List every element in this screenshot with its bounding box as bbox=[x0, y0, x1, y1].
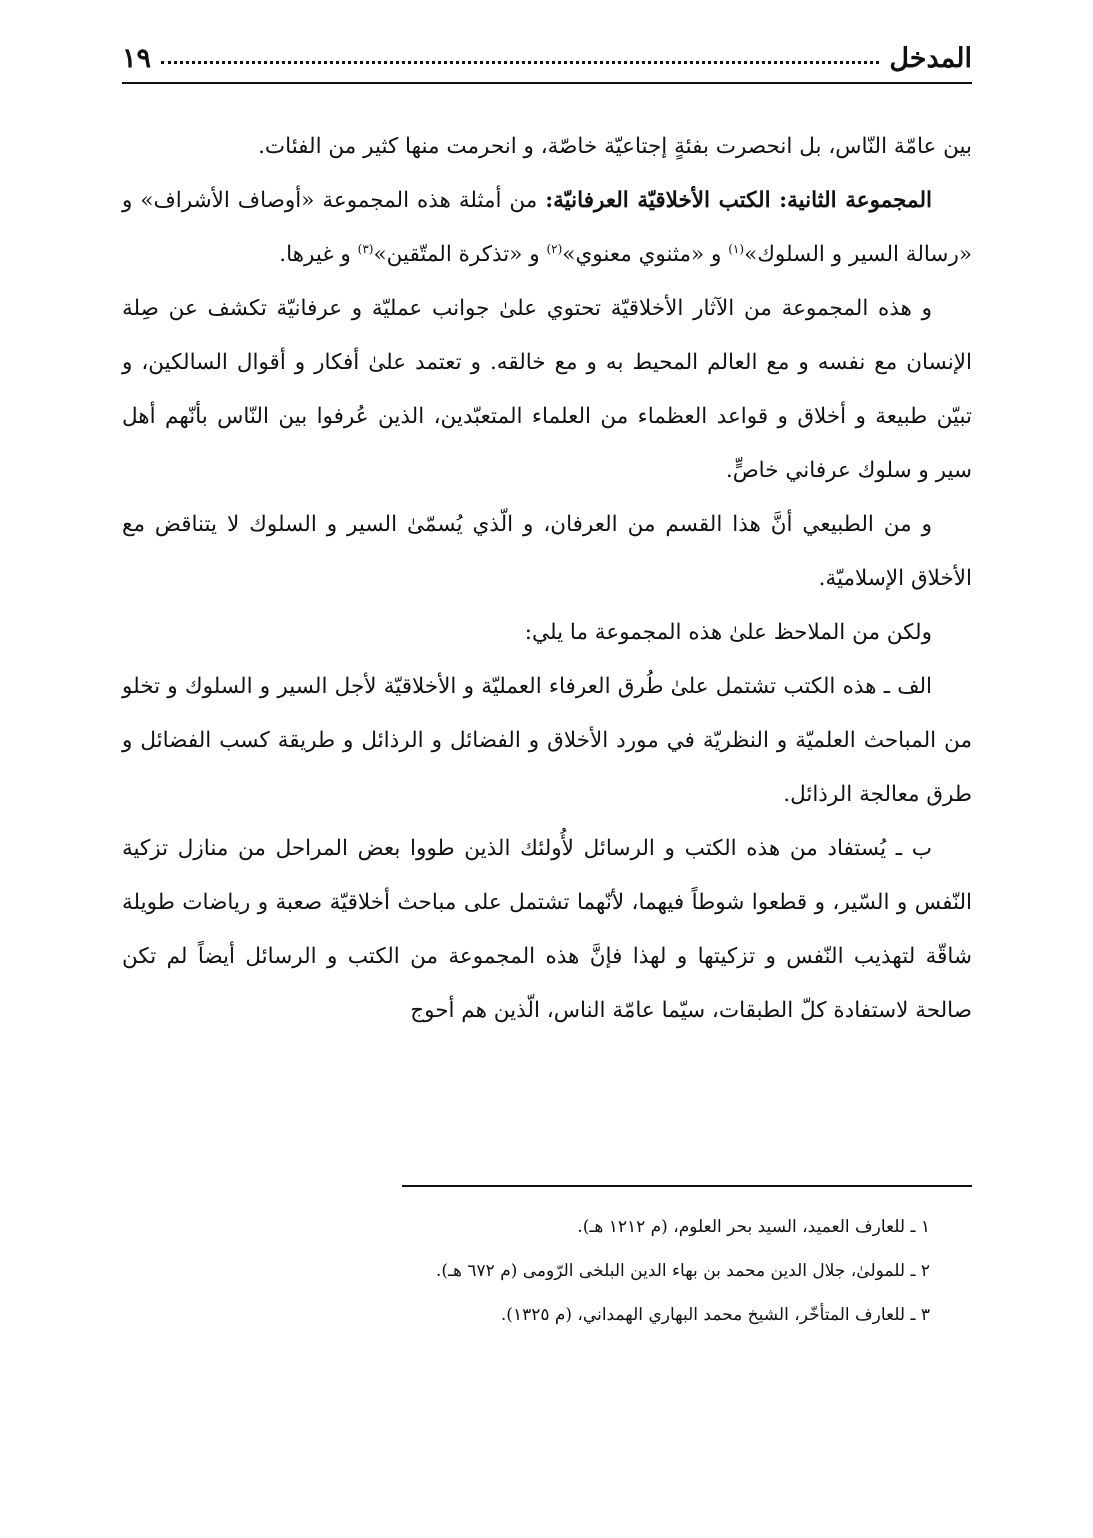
footnote-2: ٢ ـ للمولىٰ، جلال الدين محمد بن بهاء الدين البلخى الرّومى (م ٦٧٢ هـ). bbox=[436, 1261, 930, 1281]
paragraph-2-text-d: و غيرها. bbox=[279, 242, 358, 267]
paragraph-6: الف ـ هذه الكتب تشتمل علىٰ طُرق العرفاء العمليّة و الأخلاقيّة لأجل السير و السلوك و تخلو من المباحث العلميّة و النظريّة في مورد الأخلاق و الفضائل و الرذائل و طريقة كسب الفضائل و طرق معالجة الرذائل. bbox=[122, 674, 972, 807]
footnote-ref-3[interactable]: (٣) bbox=[357, 241, 374, 256]
paragraph-2-lead: المجموعة الثانية: الكتب الأخلاقيّة العرفانيّة: bbox=[545, 188, 932, 213]
paragraph-5: ولكن من الملاحظ علىٰ هذه المجموعة ما يلي: bbox=[524, 620, 932, 645]
paragraph-2-text-a: من أمثلة هذه المجموعة «أوصاف الأشراف» و «رسالة السير و السلوك» bbox=[122, 188, 972, 267]
paragraph-2-text-c: و «تذكرة المتّقين» bbox=[373, 242, 547, 267]
paragraph-4: و من الطبيعي أنَّ هذا القسم من العرفان، و الّذي يُسمّىٰ السير و السلوك لا يتناقض مع الأخلاق الإسلاميّة. bbox=[122, 512, 972, 591]
body-text bbox=[122, 120, 972, 1038]
paragraph-7: ب ـ يُستفاد من هذه الكتب و الرسائل لأُولئك الذين طووا بعض المراحل من منازل تزكية النّفس و السّير، و قطعوا شوطاً فيهما، لأنّهما تشتمل على مباحث أخلاقيّة صعبة و رياضات طويلة شاقّة لتهذيب النّفس و تزكيتها و لهذا فإنَّ هذه المجموعة من الكتب و الرسائل أيضاً لم تكن صالحة لاستفادة كلّ الطبقات، سيّما عامّة الناس، الّذين هم أحوج bbox=[122, 836, 972, 1023]
paragraph-3: و هذه المجموعة من الآثار الأخلاقيّة تحتوي علىٰ جوانب عمليّة و عرفانيّة تكشف عن صِلة الإنسان مع نفسه و مع العالم المحيط به و مع خالقه. و تعتمد علىٰ أفكار و أقوال السالكين، و تبيّن طبيعة و أخلاق و قواعد العظماء من العلماء المتعبّدين، الذين عُرفوا بين النّاس بأنّهم أهل سير و سلوك عرفاني خاصٍّ. bbox=[122, 296, 972, 483]
paragraph-2-text-b: و «مثنوي معنوي» bbox=[562, 242, 729, 267]
footnotes bbox=[122, 1205, 972, 1337]
footnote-3: ٣ ـ للعارف المتأخّر، الشيخ محمد البهاري الهمداني، (م ١٣٢٥). bbox=[500, 1305, 930, 1325]
footnote-separator bbox=[402, 1185, 972, 1187]
running-head bbox=[122, 30, 972, 84]
chapter-title: المدخل bbox=[889, 43, 972, 74]
footnote-1: ١ ـ للعارف العميد، السيد بحر العلوم، (م ١٢١٢ هـ). bbox=[577, 1217, 930, 1237]
paragraph-2 bbox=[122, 174, 972, 282]
paragraph-1: بين عامّة النّاس، بل انحصرت بفئةٍ إجتاعيّة خاصّة، و انحرمت منها كثير من الفئات. bbox=[258, 134, 972, 159]
page-number: ١٩ bbox=[122, 43, 152, 74]
footnote-ref-1[interactable]: (١) bbox=[728, 241, 745, 256]
footnote-ref-2[interactable]: (٢) bbox=[546, 241, 563, 256]
leader-dots bbox=[161, 61, 879, 64]
